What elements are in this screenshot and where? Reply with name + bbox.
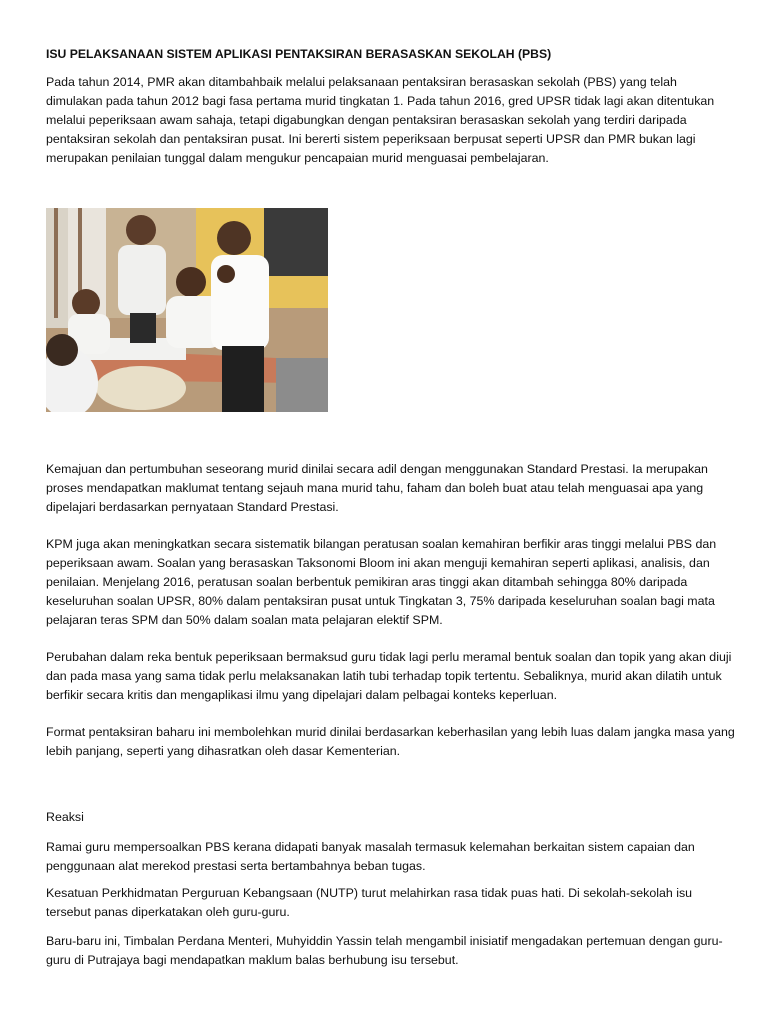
kpm-paragraph: KPM juga akan meningkatkan secara sistematik bilangan peratusan soalan kemahiran berfikir aras tinggi melalui PBS dan peperiksaan awam. Soalan yang berasaskan Taksonomi Bloom ini akan menguji kemahiran seperti aplikasi, analisis, dan penilaian. Menjelang 2016, peratusan soalan berbentuk pemikiran aras tinggi akan ditambah sehingga 80% daripada keseluruhan soalan UPSR, 80% dalam pentaksiran pusat untuk Tingkatan 3, 75% daripada keseluruhan soalan bagi mata pelajaran teras SPM dan 50% dalam soalan mata pelajaran elektif SPM. (46, 537, 717, 627)
reaksi-guru-paragraph: Ramai guru mempersoalkan PBS kerana didapati banyak masalah termasuk kelemahan berkaitan sistem capaian dan penggunaan alat merekod prestasi serta bertambahnya beban tugas. (46, 840, 695, 873)
reaksi-heading: Reaksi (46, 810, 84, 824)
reaksi-muhyiddin-paragraph: Baru-baru ini, Timbalan Perdana Menteri, Muhyiddin Yassin telah mengambil inisiatif mengadakan pertemuan dengan guru-guru di Putrajaya bagi mendapatkan maklum balas berhubung isu tersebut. (46, 934, 723, 967)
classroom-illustration (46, 208, 328, 412)
kemajuan-paragraph: Kemajuan dan pertumbuhan seseorang murid dinilai secara adil dengan menggunakan Standard Prestasi. Ia merupakan proses mendapatkan maklumat tentang sejauh mana murid tahu, faham dan boleh buat atau telah menguasai apa yang dipelajari berdasarkan pernyataan Standard Prestasi. (46, 462, 708, 514)
intro-paragraph: Pada tahun 2014, PMR akan ditambahbaik melalui pelaksanaan pentaksiran berasaskan sekolah (PBS) yang telah dimulakan pada tahun 2012 bagi fasa pertama murid tingkatan 1. Pada tahun 2016, gred UPSR tidak lagi akan ditentukan melalui peperiksaan awam sahaja, tetapi digabungkan dengan pentaksiran berasaskan sekolah yang terdiri daripada pentaksiran sekolah dan pentaksiran pusat. Ini bererti sistem peperiksaan berpusat seperti UPSR dan PMR bukan lagi merupakan penilaian tunggal dalam mengukur pencapaian murid menguasai pembelajaran. (46, 75, 715, 165)
document-title: ISU PELAKSANAAN SISTEM APLIKASI PENTAKSIRAN BERASASKAN SEKOLAH (PBS) (46, 47, 552, 61)
perubahan-paragraph: Perubahan dalam reka bentuk peperiksaan bermaksud guru tidak lagi perlu meramal bentuk soalan dan topik yang akan diuji dan pada masa yang sama tidak perlu melaksanakan latih tubi terhadap topik tertentu. Sebaliknya, murid akan dilatih untuk berfikir secara kritis dan mengaplikasi ilmu yang dipelajari dalam pelbagai konteks keperluan. (46, 650, 732, 702)
reaksi-nutp-paragraph: Kesatuan Perkhidmatan Perguruan Kebangsaan (NUTP) turut melahirkan rasa tidak puas hati. Di sekolah-sekolah isu tersebut panas diperkatakan oleh guru-guru. (46, 886, 693, 919)
format-paragraph: Format pentaksiran baharu ini membolehkan murid dinilai berdasarkan keberhasilan yang lebih luas dalam jangka masa yang lebih panjang, seperti yang dihasratkan oleh dasar Kementerian. (46, 725, 735, 758)
classroom-photo (46, 208, 328, 412)
